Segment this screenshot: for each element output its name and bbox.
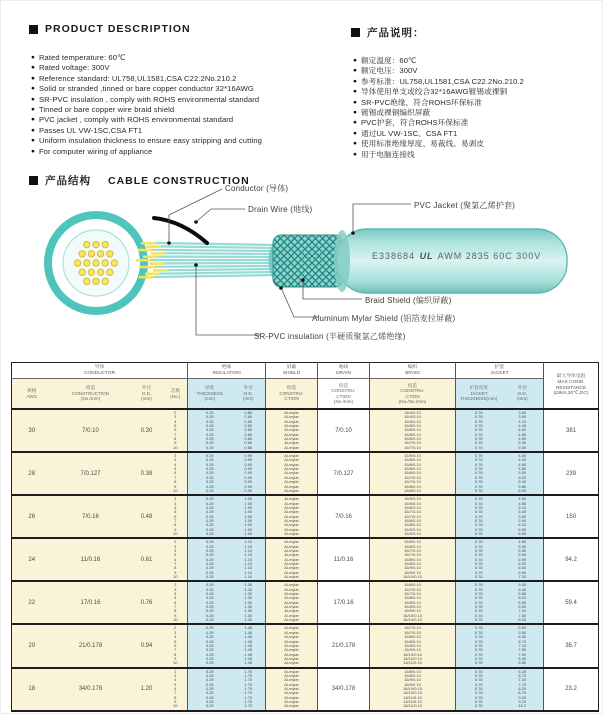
cell-cond-od: 0.76 <box>130 581 164 624</box>
cell-jacket-thickness: 0.76 0.76 0.76 0.76 0.76 0.76 0.76 0.76 0.76 <box>456 409 502 452</box>
cell-braid: 16/4/0.10 16/4/0.10 16/5/0.10 16/5/0.10 16/6/0.10 16/6/0.10 16/6/0.10 16/7/0.10 16/7/0.10 <box>370 409 456 452</box>
cell-ins-od: 0.80 0.80 0.80 0.80 0.80 0.80 0.80 0.80 0.80 <box>232 409 266 452</box>
conductor-label: Conductor (导体) <box>225 184 289 193</box>
cell-ins-thickness: 0.25 0.25 0.25 0.25 0.25 0.25 0.25 0.25 0.25 <box>188 409 232 452</box>
cell-ins-od: 1.10 1.10 1.10 1.10 1.10 1.10 1.10 1.10 1.10 <box>232 538 266 581</box>
cell-shield: Al-mylar Al-mylar Al-mylar Al-mylar Al-mylar Al-mylar Al-mylar Al-mylar Al-mylar <box>266 624 318 667</box>
cell-ins-od: 1.45 1.45 1.45 1.45 1.45 1.45 1.45 1.45 1.45 <box>232 624 266 667</box>
cell-construction: 7/0.16 <box>52 495 130 538</box>
cell-ins-thickness: 0.25 0.25 0.25 0.25 0.25 0.25 0.25 0.25 0.25 <box>188 624 232 667</box>
cell-awg: 24 <box>12 538 52 581</box>
cell-resistance: 94.2 <box>544 538 599 581</box>
description-item <box>31 115 331 125</box>
cell-cond-od: 0.61 <box>130 538 164 581</box>
description-item-text: 参考标准：UL758,UL1581,CSA C22.2No.210.2 <box>360 76 524 86</box>
cell-jacket-od: 5.50 5.90 6.30 6.70 7.10 7.50 7.90 8.40 8.80 <box>502 624 544 667</box>
cell-drain: 34/0.178 <box>318 668 370 711</box>
cell-braid: 16/6/0.10 16/6/0.10 16/7/0.10 16/7/0.10 16/8/0.10 16/8/0.10 16/9/0.10 16/9/0.10 16/10/0.10 <box>370 538 456 581</box>
cell-resistance: 59.4 <box>544 581 599 624</box>
cell-jacket-od: 3.60 3.90 4.20 4.40 4.60 4.80 4.90 5.30 5.50 <box>502 409 544 452</box>
cell-construction: 7/0.127 <box>52 452 130 495</box>
header-col-construction: 构造 CONSTRUCTION (No./mm) <box>52 379 130 410</box>
cell-jacket-thickness: 0.76 0.76 0.76 0.76 0.76 0.76 0.76 0.76 0.76 <box>456 538 502 581</box>
header-col-jacket-thickness: 护套厚度 JACKET THICKNESS(mm) <box>456 379 502 410</box>
construction-title-en: CABLE CONSTRUCTION <box>108 174 250 187</box>
description-item-text: PVC jacket , comply with ROHS environmental standard <box>38 115 234 125</box>
bullet-icon: ● <box>353 57 357 64</box>
description-item <box>31 84 331 94</box>
bullet-icon: ● <box>353 98 357 106</box>
bullet-icon: ● <box>31 74 35 82</box>
construction-title-cn: 产品结构 <box>45 175 91 187</box>
description-item-text: 使用标准绝缘厚度、易裁线、易剥皮 <box>360 139 485 149</box>
cell-awg: 20 <box>12 624 52 667</box>
header-group-insulation: 绝缘 INSULATION <box>188 363 266 379</box>
bullet-icon: ● <box>353 129 357 137</box>
description-item <box>31 95 331 105</box>
cell-resistance: 150 <box>544 495 599 538</box>
cell-construction: 11/0.16 <box>52 538 130 581</box>
cell-cores: 2 3 4 5 6 7 8 9 10 <box>164 581 188 624</box>
description-item <box>353 118 593 128</box>
description-item <box>31 74 331 84</box>
cell-cores: 2 3 4 5 6 7 8 9 10 <box>164 495 188 538</box>
cell-cond-od: 0.30 <box>130 409 164 452</box>
cell-drain: 7/0.16 <box>318 495 370 538</box>
cell-cores: 2 3 4 5 6 7 8 9 10 <box>164 538 188 581</box>
cell-braid: 16/5/0.10 16/5/0.10 16/6/0.10 16/6/0.10 16/6/0.10 16/7/0.10 16/7/0.10 16/8/0.10 16/8/0.10 <box>370 452 456 495</box>
bullet-icon: ● <box>353 150 357 158</box>
cell-drain: 11/0.16 <box>318 538 370 581</box>
pvc-jacket-label: PVC Jacket (聚氯乙烯护套) <box>414 201 516 210</box>
description-item-text: Tinned or bare copper wire braid shield <box>38 105 175 115</box>
description-item-text: Uniform insulation thickness to ensure easy stripping and cutting <box>38 136 262 146</box>
header-group-conductor: 导体 CONDUCTOR <box>12 363 188 379</box>
cell-jacket-od: 5.00 5.40 5.80 6.10 6.50 6.90 7.20 7.60 8.00 <box>502 581 544 624</box>
cell-braid: 16/5/0.10 16/6/0.10 16/6/0.10 16/7/0.10 16/7/0.10 16/8/0.10 16/8/0.10 16/9/0.10 16/9/0.10 <box>370 495 456 538</box>
bullet-icon: ● <box>353 88 357 96</box>
header-col-drain-construction: 构造 CONSTRU- CTION (No./mm) <box>318 379 370 410</box>
conductor-strands <box>136 242 277 279</box>
bullet-icon: ● <box>353 67 357 75</box>
cell-cond-od: 0.94 <box>130 624 164 667</box>
description-item <box>353 139 593 149</box>
cell-cores: 2 3 4 5 6 7 8 9 10 <box>164 668 188 711</box>
cell-ins-thickness: 0.25 0.25 0.25 0.25 0.25 0.25 0.25 0.25 0.25 <box>188 668 232 711</box>
bullet-icon: ● <box>31 106 35 114</box>
section-square-icon <box>351 28 360 37</box>
cell-resistance: 36.7 <box>544 624 599 667</box>
cell-jacket-thickness: 0.76 0.76 0.76 0.76 0.76 0.76 0.76 0.76 0.76 <box>456 495 502 538</box>
description-item <box>31 105 331 115</box>
cell-jacket-od: 4.00 4.30 4.60 4.80 5.00 5.20 5.40 5.80 6.00 <box>502 452 544 495</box>
cross-section <box>48 215 144 311</box>
bullet-icon: ● <box>31 64 35 72</box>
description-item <box>353 150 593 160</box>
drain-wire-shape <box>154 218 207 243</box>
cell-jacket-od: 4.60 5.00 5.30 5.60 5.90 6.20 6.50 6.90 7.20 <box>502 538 544 581</box>
description-item <box>31 63 331 73</box>
bullet-icon: ● <box>353 140 357 148</box>
drain-wire-label: Drain Wire (地线) <box>248 205 313 214</box>
spec-row-awg-26 <box>12 495 599 538</box>
cell-braid: 16/6/0.10 16/7/0.10 16/7/0.10 16/8/0.10 16/8/0.10 16/9/0.10 16/9/0.10 16/10/0.10 16/10/0.10 <box>370 581 456 624</box>
aluminum-mylar-shield-label: Aluminum Mylar Shield (铝箔麦拉屏蔽) <box>312 314 456 323</box>
description-item <box>353 108 593 118</box>
product-description-title-text: PRODUCT DESCRIPTION <box>45 23 191 35</box>
header-col-awg: 规格 AWG <box>12 379 52 410</box>
description-item-text: 导体使用单支或绞合32*16AWG镀锡或裸铜 <box>360 87 508 97</box>
cell-jacket-thickness: 0.76 0.76 0.76 0.76 0.76 0.76 0.76 0.76 0.76 <box>456 452 502 495</box>
cell-awg: 28 <box>12 452 52 495</box>
spec-table-container <box>11 362 599 712</box>
cell-jacket-thickness: 0.76 0.76 0.76 0.76 0.76 0.76 0.76 0.76 0.76 <box>456 624 502 667</box>
header-col-resistance: 最大导体电阻 MAX COND. RESISTANCE (Ω/km,20℃,DC) <box>544 363 599 410</box>
braid-shield-shape <box>273 235 343 287</box>
cell-drain: 21/0.178 <box>318 624 370 667</box>
cable-cert-no: E338684 <box>372 251 416 261</box>
cell-shield: Al-mylar Al-mylar Al-mylar Al-mylar Al-mylar Al-mylar Al-mylar Al-mylar Al-mylar <box>266 495 318 538</box>
cell-awg: 22 <box>12 581 52 624</box>
cell-ins-od: 1.00 1.00 1.00 1.00 1.00 1.00 1.00 1.00 1.00 <box>232 495 266 538</box>
description-item <box>353 87 593 97</box>
section-square-icon <box>29 25 38 34</box>
description-item <box>353 56 593 66</box>
description-item <box>353 66 593 76</box>
cell-ins-thickness: 0.25 0.25 0.25 0.25 0.25 0.25 0.25 0.25 0.25 <box>188 495 232 538</box>
product-notes-cn-list <box>353 56 593 160</box>
cable-spec-text: AWM 2835 60C 300V <box>437 251 542 261</box>
cell-ins-thickness: 0.25 0.25 0.25 0.25 0.25 0.25 0.25 0.25 0.25 <box>188 452 232 495</box>
cell-ins-thickness: 0.25 0.25 0.25 0.25 0.25 0.25 0.25 0.25 0.25 <box>188 581 232 624</box>
cell-jacket-thickness: 0.76 0.76 0.76 0.76 0.76 0.76 0.76 0.76 0.76 <box>456 668 502 711</box>
description-item <box>353 129 593 139</box>
cell-shield: Al-mylar Al-mylar Al-mylar Al-mylar Al-mylar Al-mylar Al-mylar Al-mylar Al-mylar <box>266 452 318 495</box>
cell-cond-od: 1.20 <box>130 668 164 711</box>
product-notes-cn-title <box>351 25 425 40</box>
cell-cores: 2 3 4 5 6 7 8 9 10 <box>164 452 188 495</box>
cell-drain: 7/0.127 <box>318 452 370 495</box>
cell-ins-od: 1.70 1.70 1.70 1.70 1.70 1.70 1.70 1.70 1.70 <box>232 668 266 711</box>
cell-braid: 16/8/0.10 16/8/0.10 16/9/0.10 16/9/0.10 16/10/0.10 16/10/0.10 16/11/0.10 16/11/0.10 16/12/0.10 <box>370 668 456 711</box>
cell-shield: Al-mylar Al-mylar Al-mylar Al-mylar Al-mylar Al-mylar Al-mylar Al-mylar Al-mylar <box>266 538 318 581</box>
bullet-icon: ● <box>31 95 35 103</box>
header-col-cores: 芯数 (No.) <box>164 379 188 410</box>
spec-table-body <box>12 409 599 711</box>
description-item-text: Passes UL VW-1SC,CSA FT1 <box>38 125 143 135</box>
cell-drain: 7/0.10 <box>318 409 370 452</box>
bullet-icon: ● <box>31 85 35 93</box>
cable-print-text <box>372 251 542 261</box>
cell-awg: 26 <box>12 495 52 538</box>
header-group-braid: 编织 BRAID <box>370 363 456 379</box>
cell-cond-od: 0.38 <box>130 452 164 495</box>
header-group-shield: 屏蔽 SHIELD <box>266 363 318 379</box>
bullet-icon: ● <box>31 54 35 61</box>
bullet-icon: ● <box>353 77 357 85</box>
cell-cores: 2 3 4 5 6 7 8 9 10 <box>164 409 188 452</box>
description-item <box>353 98 593 108</box>
spec-row-awg-30 <box>12 409 599 452</box>
cell-resistance: 381 <box>544 409 599 452</box>
spec-table <box>11 362 599 712</box>
header-col-ins-od: 外径 O.D. (mm) <box>232 379 266 410</box>
description-item-text: For computer wiring of appliance <box>38 146 153 156</box>
description-item-text: Solid or stranded ,tinned or bare copper conductor 32*16AWG <box>38 84 254 94</box>
description-item-text: 镀锡或裸铜编织屏蔽 <box>360 108 431 118</box>
cell-shield: Al-mylar Al-mylar Al-mylar Al-mylar Al-mylar Al-mylar Al-mylar Al-mylar Al-mylar <box>266 581 318 624</box>
product-description-list <box>31 53 331 157</box>
bullet-icon: ● <box>31 126 35 134</box>
description-item-text: SR-PVC绝缘，符合ROHS环保标准 <box>360 97 482 107</box>
cell-awg: 30 <box>12 409 52 452</box>
cell-ins-od: 1.30 1.30 1.30 1.30 1.30 1.30 1.30 1.30 1.30 <box>232 581 266 624</box>
bullet-icon: ● <box>353 119 357 127</box>
description-item <box>31 53 331 63</box>
cell-construction: 17/0.16 <box>52 581 130 624</box>
cell-shield: Al-mylar Al-mylar Al-mylar Al-mylar Al-mylar Al-mylar Al-mylar Al-mylar Al-mylar <box>266 668 318 711</box>
description-item <box>31 147 331 157</box>
description-item-text: PVC护套，符合ROHS环保标准 <box>360 118 469 128</box>
spec-row-awg-24 <box>12 538 599 581</box>
cell-construction: 7/0.10 <box>52 409 130 452</box>
description-item-text: 通过UL VW-1SC、CSA FT1 <box>360 128 458 138</box>
cell-shield: Al-mylar Al-mylar Al-mylar Al-mylar Al-mylar Al-mylar Al-mylar Al-mylar Al-mylar <box>266 409 318 452</box>
cell-awg: 18 <box>12 668 52 711</box>
cell-jacket-thickness: 0.76 0.76 0.76 0.76 0.76 0.76 0.76 0.76 0.76 <box>456 581 502 624</box>
description-item-text: Rated voltage: 300V <box>38 63 110 73</box>
description-item-text: 用于电脑连接线 <box>360 149 415 159</box>
bullet-icon: ● <box>31 147 35 155</box>
header-col-ins-thickness: 厚度 THICKNESS (mm) <box>188 379 232 410</box>
cell-drain: 17/0.16 <box>318 581 370 624</box>
cell-cond-od: 0.48 <box>130 495 164 538</box>
sr-pvc-insulation-label: SR-PVC insulation (半硬质聚氯乙烯绝缘) <box>254 332 406 341</box>
header-group-jacket: 护套 JACKET <box>456 363 544 379</box>
spec-row-awg-18 <box>12 668 599 711</box>
description-item-text: 额定温度：60℃ <box>360 56 417 65</box>
cell-resistance: 23.2 <box>544 668 599 711</box>
description-item-text: 额定电压：300V <box>360 66 418 76</box>
pvc-jacket-shape <box>334 229 567 293</box>
cell-ins-od: 0.90 0.90 0.90 0.90 0.90 0.90 0.90 0.90 0.90 <box>232 452 266 495</box>
header-col-jacket-od: 外径 O.D. (mm) <box>502 379 544 410</box>
header-col-braid-construction: 构造 CONSTRU- CTION (No./No./mm) <box>370 379 456 410</box>
description-item <box>31 126 331 136</box>
bullet-icon: ● <box>353 109 357 117</box>
description-item <box>353 77 593 87</box>
ul-mark-icon: UL <box>419 251 434 261</box>
cell-braid: 16/7/0.10 16/7/0.10 16/8/0.10 16/8/0.10 16/9/0.10 16/9/0.10 16/10/0.10 16/10/0.10 16/11/0.10 <box>370 624 456 667</box>
product-notes-cn-title-text: 产品说明： <box>367 27 425 39</box>
cell-ins-thickness: 0.25 0.25 0.25 0.25 0.25 0.25 0.25 0.25 0.25 <box>188 538 232 581</box>
cell-jacket-od: 4.50 4.80 5.10 5.40 5.60 5.90 6.10 6.50 6.80 <box>502 495 544 538</box>
description-item-text: Reference standard: UL758,UL1581,CSA C22.2No.210.2 <box>38 73 237 83</box>
cell-resistance: 239 <box>544 452 599 495</box>
braid-shield-label: Braid Shield (编织屏蔽) <box>365 296 452 305</box>
header-col-cond-od: 外径 O.D. (mm) <box>130 379 164 410</box>
description-item <box>31 136 331 146</box>
product-description-title <box>29 23 191 35</box>
spec-row-awg-28 <box>12 452 599 495</box>
cell-construction: 34/0.178 <box>52 668 130 711</box>
header-col-shield-construction: 构造 CONSTRU- CTION <box>266 379 318 410</box>
cell-cores: 2 3 4 5 6 7 8 9 10 <box>164 624 188 667</box>
header-group-drain: 地线 DRAIN <box>318 363 370 379</box>
cell-construction: 21/0.178 <box>52 624 130 667</box>
spec-row-awg-22 <box>12 581 599 624</box>
description-item-text: SR-PVC insulation , comply with ROHS environmental standard <box>38 94 260 104</box>
spec-row-awg-20 <box>12 624 599 667</box>
description-item-text: Rated temperature: 60℃ <box>38 53 126 62</box>
bullet-icon: ● <box>31 116 35 124</box>
cell-jacket-od: 6.20 6.70 7.20 7.70 8.20 8.70 9.20 9.70 10.2 <box>502 668 544 711</box>
bullet-icon: ● <box>31 137 35 145</box>
